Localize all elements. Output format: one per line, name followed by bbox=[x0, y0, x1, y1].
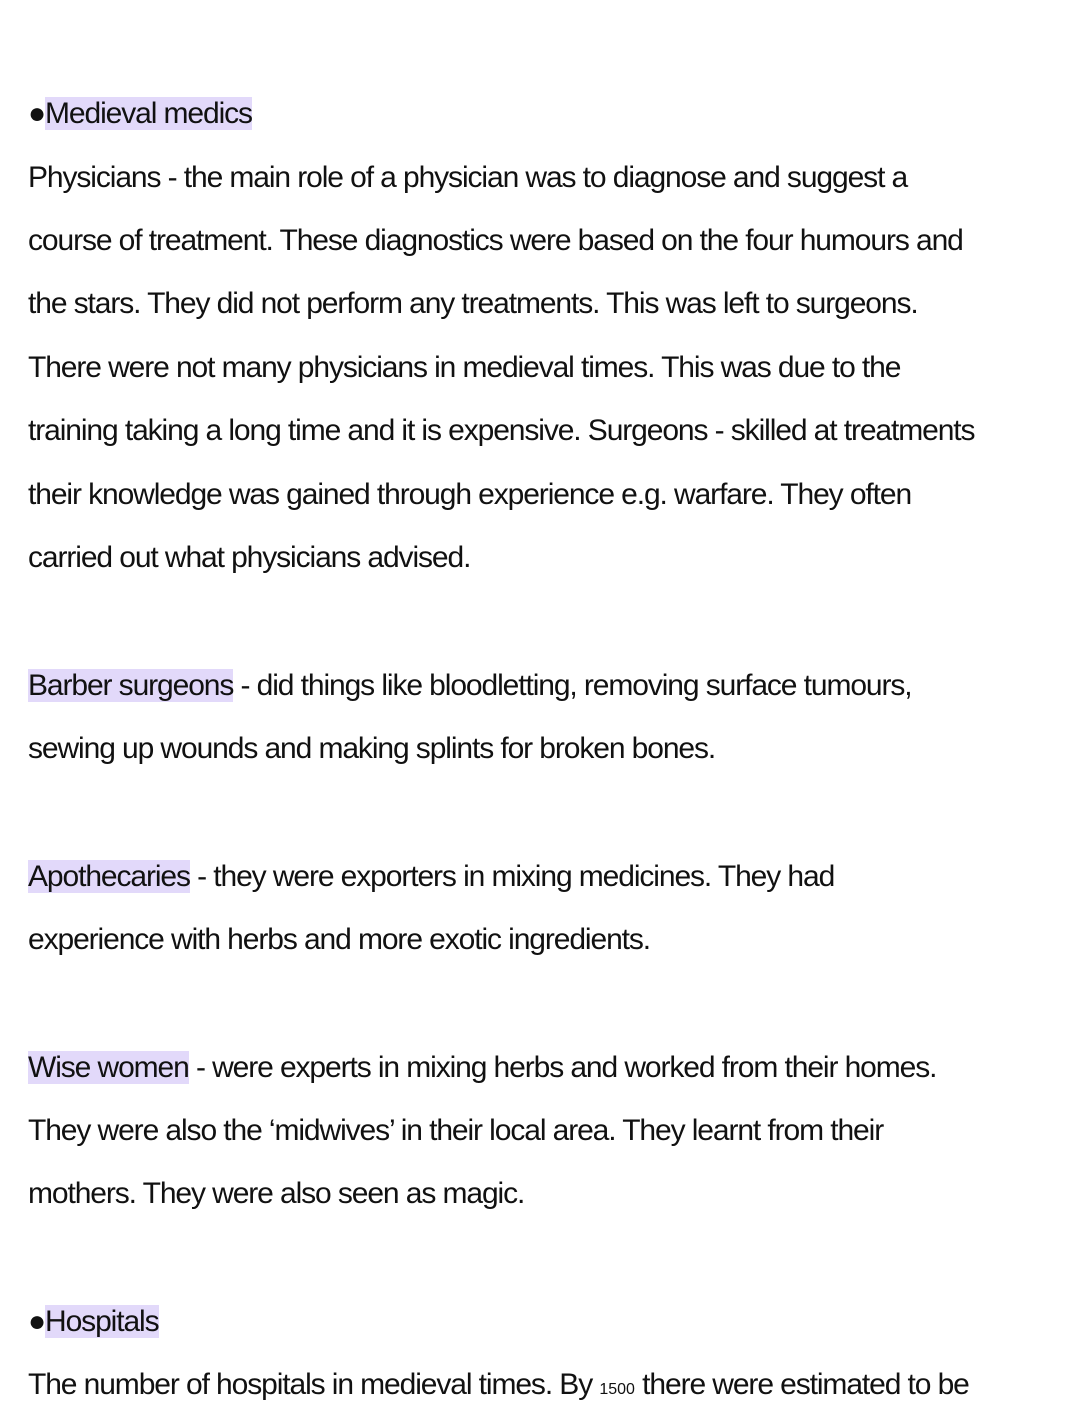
paragraph-line: mothers. They were also seen as magic. bbox=[28, 1177, 525, 1210]
text-start: The number of hospitals in medieval times. By bbox=[28, 1368, 600, 1401]
term-wise-women: Wise women bbox=[28, 1051, 189, 1084]
paragraph-line: Physicians - the main role of a physician was to diagnose and suggest a bbox=[28, 161, 908, 194]
paragraph-line: course of treatment. These diagnostics were based on the four humours and bbox=[28, 224, 963, 257]
section-heading-hospitals bbox=[28, 1304, 159, 1340]
barber-surgeons-line bbox=[28, 668, 912, 704]
paragraph-line: training taking a long time and it is expensive. Surgeons - skilled at treatments bbox=[28, 414, 975, 447]
paragraph-line: sewing up wounds and making splints for broken bones. bbox=[28, 732, 716, 765]
paragraph-line: There were not many physicians in medieval times. This was due to the bbox=[28, 351, 901, 384]
text-end: there were estimated to be bbox=[634, 1368, 969, 1401]
apothecaries-line bbox=[28, 859, 834, 895]
paragraph-line: They were also the ‘midwives’ in their local area. They learnt from their bbox=[28, 1114, 884, 1147]
heading-text: Hospitals bbox=[45, 1305, 159, 1338]
wise-women-line bbox=[28, 1050, 936, 1086]
term-description: - were experts in mixing herbs and worked from their homes. bbox=[188, 1051, 937, 1084]
heading-text: Medieval medics bbox=[45, 97, 252, 130]
section-heading-medieval-medics bbox=[28, 96, 252, 132]
term-barber-surgeons: Barber surgeons bbox=[28, 669, 234, 702]
term-description: - they were exporters in mixing medicines. They had bbox=[189, 860, 835, 893]
paragraph-line: their knowledge was gained through experience e.g. warfare. They often bbox=[28, 478, 912, 511]
term-description: - did things like bloodletting, removing surface tumours, bbox=[233, 669, 912, 702]
year-text: 1500 bbox=[599, 1381, 635, 1398]
paragraph-line: the stars. They did not perform any treatments. This was left to surgeons. bbox=[28, 287, 918, 320]
bullet-icon: ● bbox=[28, 1305, 46, 1338]
term-apothecaries: Apothecaries bbox=[28, 860, 190, 893]
bullet-icon: ● bbox=[28, 97, 46, 130]
paragraph-line: carried out what physicians advised. bbox=[28, 541, 471, 574]
hospitals-line bbox=[28, 1367, 969, 1408]
paragraph-line: experience with herbs and more exotic ingredients. bbox=[28, 923, 651, 956]
